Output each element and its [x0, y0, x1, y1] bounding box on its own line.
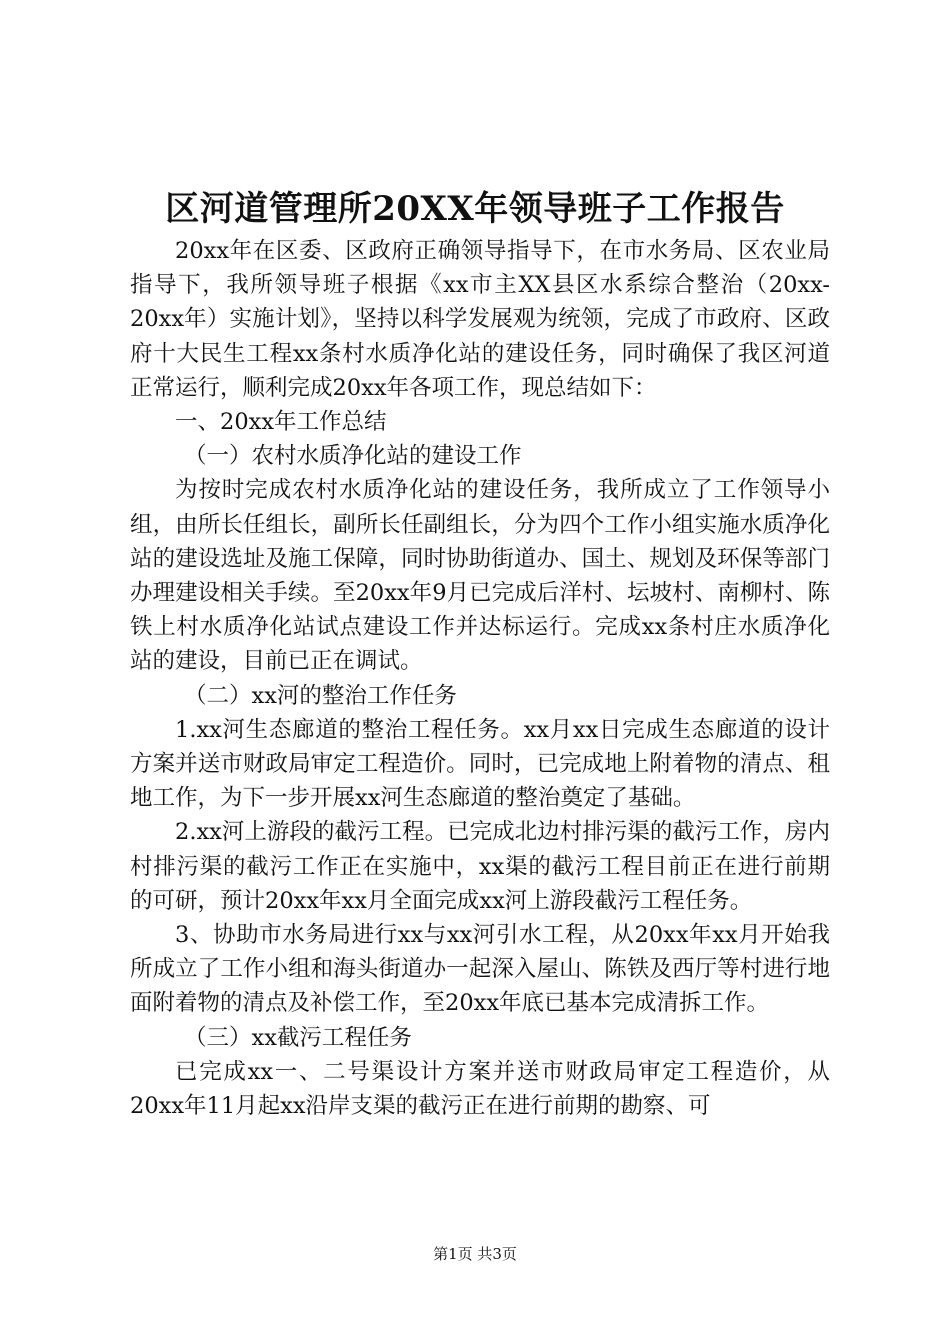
subsection-heading: （二）xx河的整治工作任务 [184, 682, 457, 709]
paragraph-intro: 20xx年在区委、区政府正确领导指导下，在市水务局、区农业局指导下，我所领导班子根据《xx市主XX县区水系综合整治（20xx-20xx年）实施计划》，坚持以科学发展观为统领，完成了市政府、区政府十大民生工程xx条村水质净化站的建设任务，同时确保了我区河道正常运行，顺利完成20xx年各项工作，现总结如下： [130, 238, 830, 401]
paragraph: 2.xx河上游段的截污工程。已完成北边村排污渠的截污工作，房内村排污渠的截污工作正在实施中，xx渠的截污工程目前正在进行前期的可研，预计20xx年xx月全面完成xx河上游段截污工程任务。 [130, 819, 830, 914]
subsection-heading: （三）xx截污工程任务 [184, 1024, 412, 1051]
paragraph: 为按时完成农村水质净化站的建设任务，我所成立了工作领导小组，由所长任组长，副所长任副组长，分为四个工作小组实施水质净化站的建设选址及施工保障，同时协助街道办、国土、规划及环保等部门办理建设相关手续。至20xx年9月已完成后洋村、坛坡村、南柳村、陈铁上村水质净化站试点建设工作并达标运行。完成xx条村庄水质净化站的建设，目前已正在调试。 [130, 477, 830, 675]
page-number: 第1页 共3页 [433, 1245, 517, 1263]
paragraph: 已完成xx一、二号渠设计方案并送市财政局审定工程造价，从20xx年11月起xx沿岸支渠的截污正在进行前期的勘察、可 [130, 1058, 830, 1120]
paragraph: 3、协助市水务局进行xx与xx河引水工程，从20xx年xx月开始我所成立了工作小组和海头街道办一起深入屋山、陈铁及西厅等村进行地面附着物的清点及补偿工作，至20xx年底已基本完成清拆工作。 [130, 922, 830, 1017]
document-title: 区河道管理所20XX年领导班子工作报告 [165, 189, 785, 229]
paragraph: 1.xx河生态廊道的整治工程任务。xx月xx日完成生态廊道的设计方案并送市财政局审定工程造价。同时，已完成地上附着物的清点、租地工作，为下一步开展xx河生态廊道的整治奠定了基础。 [130, 716, 830, 812]
subsection-heading: （一）农村水质净化站的建设工作 [184, 443, 522, 470]
section-heading: 一、20xx年工作总结 [175, 409, 387, 436]
document-body [130, 234, 830, 1123]
